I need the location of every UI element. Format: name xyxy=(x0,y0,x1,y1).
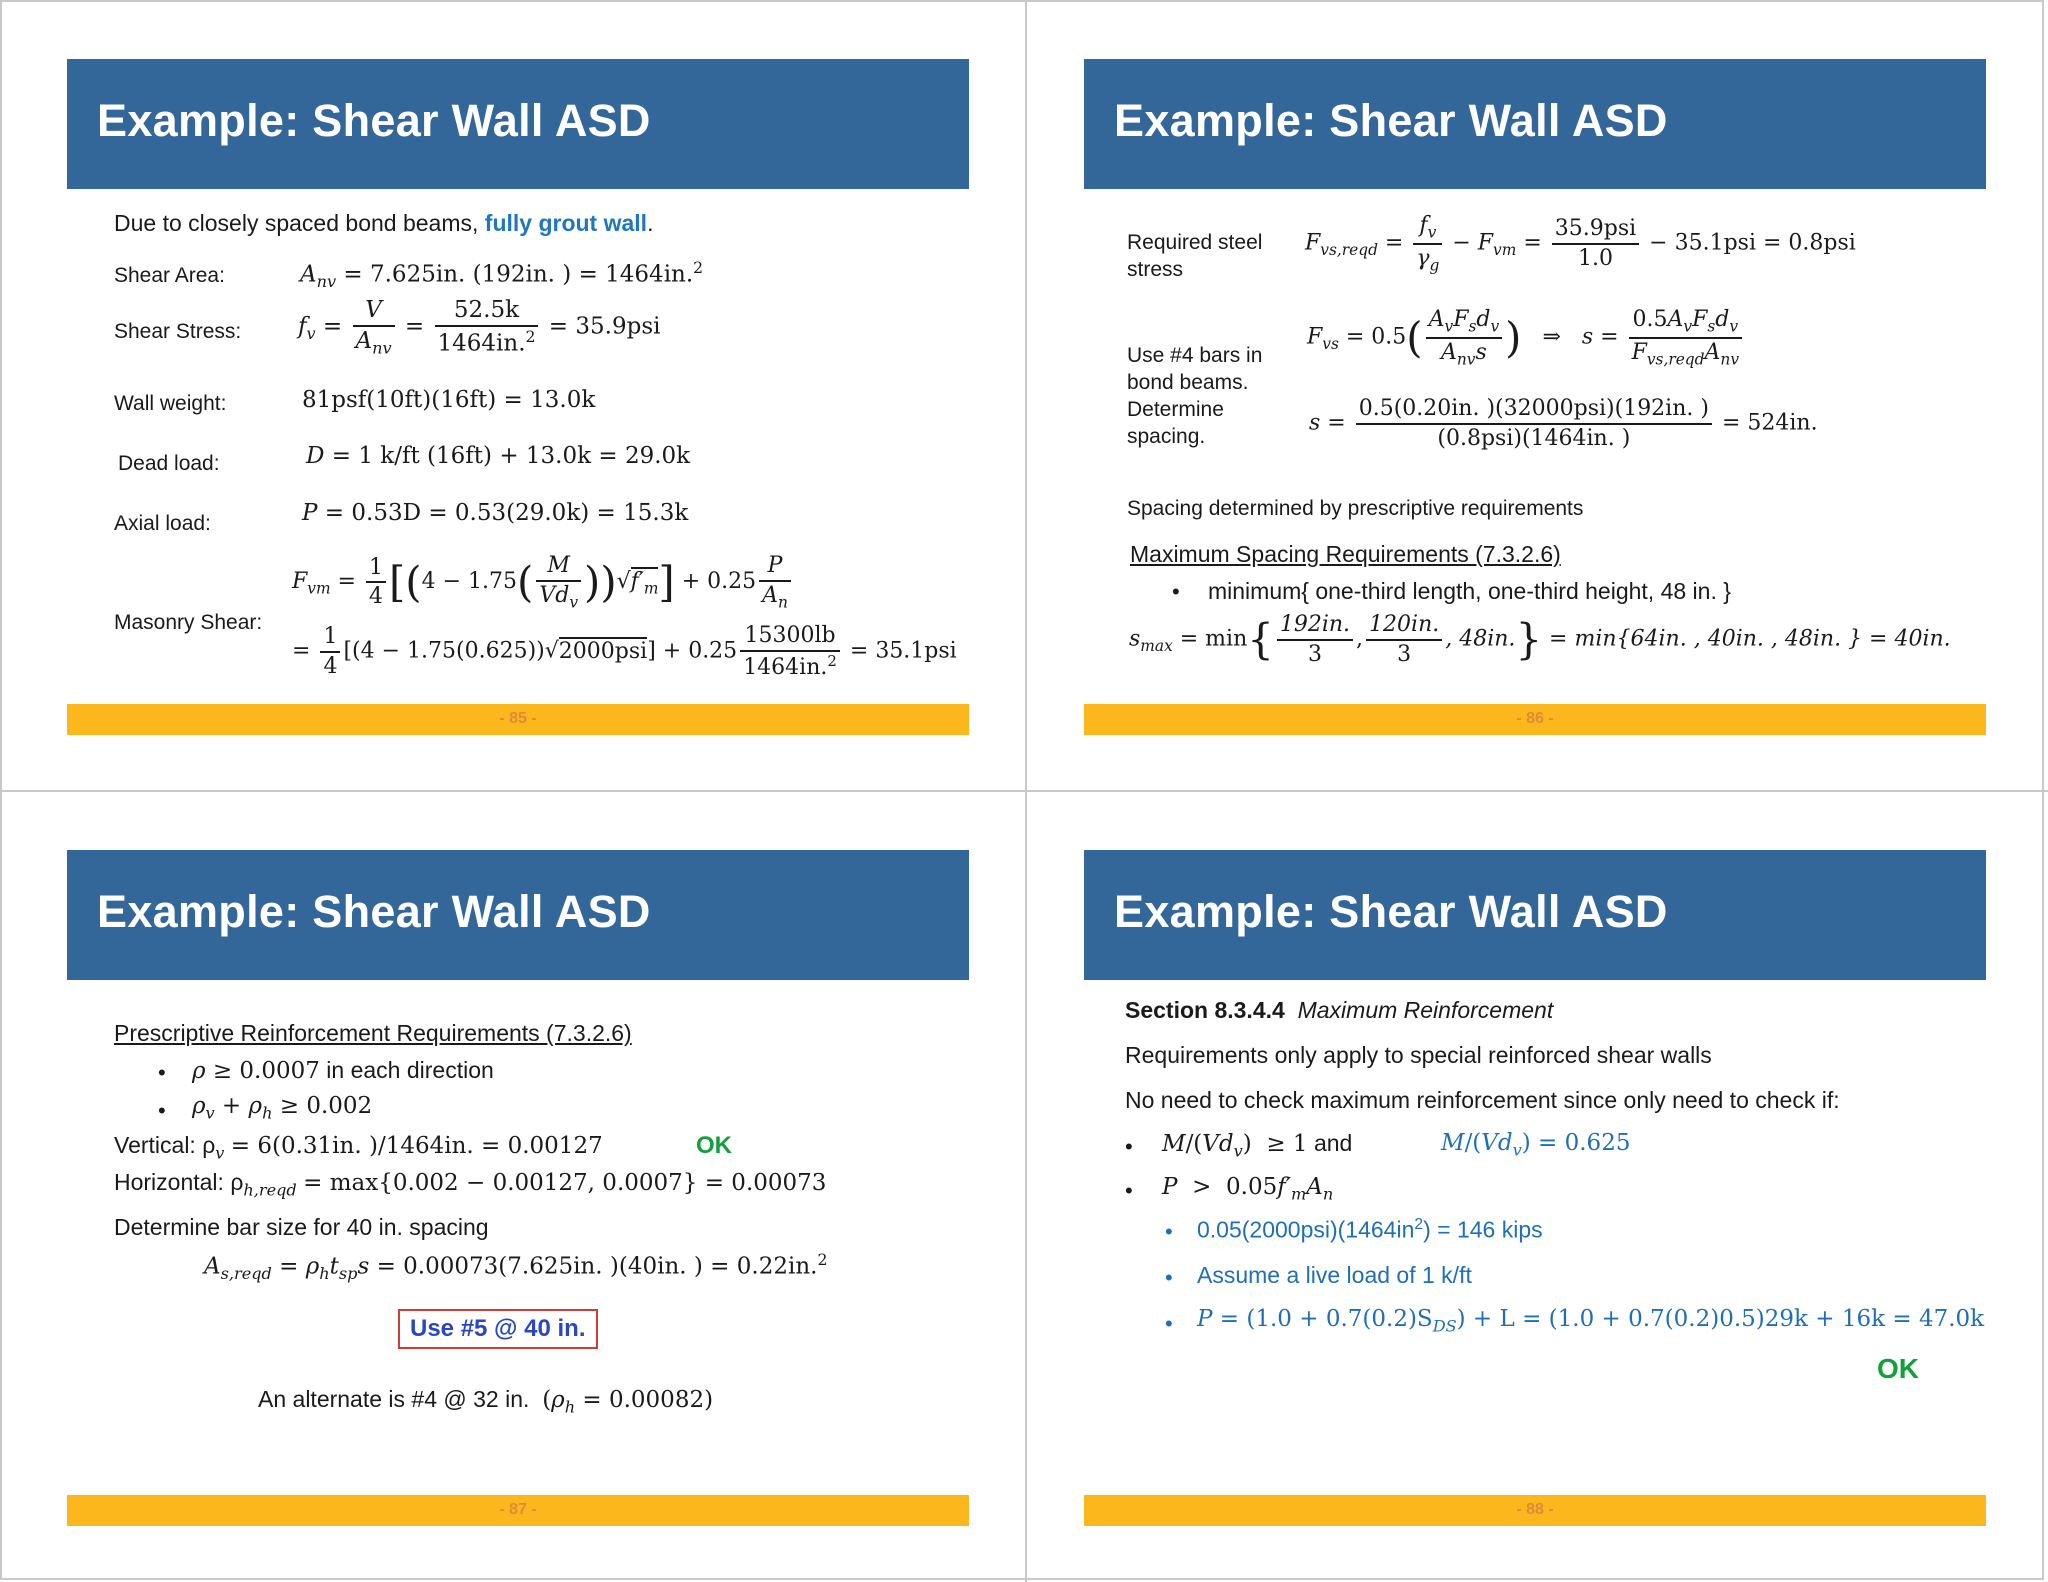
m-vd-value: $M/(Vd_v) = 0.625$ xyxy=(1441,1130,1631,1160)
bullet-dot: • xyxy=(158,1098,166,1123)
eq-dead-load: D = 1 k/ft (16ft) + 13.0k = 29.0k xyxy=(306,443,691,469)
label-shear-stress: Shear Stress: xyxy=(114,320,242,343)
final-ok: OK xyxy=(1877,1353,1919,1384)
page-number: - 87 - xyxy=(499,1501,537,1518)
page-number: - 86 - xyxy=(1516,710,1554,727)
bar-size-text: Determine bar size for 40 in. spacing xyxy=(114,1214,489,1240)
label-wall-weight: Wall weight: xyxy=(114,392,227,415)
eq-fvm-line2: = $\frac{1}{4}$ [(4 − 1.75(0.625))√2000psi] + 0.25 $\frac{15300lb}{1464in.^2}$ = 35.1psi xyxy=(292,623,957,680)
label-dead-load: Dead load: xyxy=(118,452,220,475)
bullet-dot: • xyxy=(1165,1311,1173,1336)
bullet-dot: • xyxy=(158,1060,166,1085)
bullet-m-vd: $M/(Vd_v) \ge 1$ and xyxy=(1162,1130,1353,1161)
slide-header xyxy=(67,59,969,189)
slide-header xyxy=(67,850,969,980)
slide-footer xyxy=(67,704,969,735)
eq-fvs-reqd: $F_{vs,reqd}$ = $\frac{f_v}{\gamma_g}$ − $F_{vm}$ = $\frac{\text{35.9psi}}{1.0}$ − 35.1psi = 0.8psi xyxy=(1305,213,1856,274)
no-need-line: No need to check maximum reinforcement since only need to check if: xyxy=(1125,1087,1840,1113)
sub-bullet-p-eq: $P = (1.0 + 0.7(0.2)S_{DS}) + L = (1.0 + 0.7(0.2)0.5)29k + 16k = 47.0k$ xyxy=(1197,1306,1985,1336)
slide-footer xyxy=(1084,704,1986,735)
slide-87 xyxy=(0,792,1025,1582)
prescriptive-heading: Prescriptive Reinforcement Requirements (7.3.2.6) xyxy=(114,1020,632,1046)
page-number: - 85 - xyxy=(499,710,537,727)
slide-85 xyxy=(0,0,1025,790)
label-shear-area: Shear Area: xyxy=(114,264,225,287)
eq-s-value: s = $\frac{\text{0.5(0.20in. )(32000psi)(192in. )}}{\text{(0.8psi)(1464in. )}}$ = 524in. xyxy=(1309,396,1818,451)
label-axial-load: Axial load: xyxy=(114,512,211,535)
slide-title: Example: Shear Wall ASD xyxy=(97,95,651,146)
section-heading: Section 8.3.4.4 Maximum Reinforcement xyxy=(1125,997,1554,1023)
page-number: - 88 - xyxy=(1516,1501,1554,1518)
eq-shear-area: $A_{nv} = 7.625in$. (192in. ) = 1464in.$^2$ xyxy=(300,258,704,292)
sub-bullet-146-kips: $0.05(2000psi)(1464in^2) = 146$ kips xyxy=(1197,1216,1543,1243)
intro-line: Due to closely spaced bond beams, fully grout wall. xyxy=(114,210,654,236)
eq-axial-load: P = 0.53D = 0.53(29.0k) = 15.3k xyxy=(302,500,689,526)
eq-smax: $s_{max} = \min${ $\frac{192in.}{3}$ , $\frac{120in.}{3}$ , 48in.} = min{64in. , 40in. , 48in. } = 40in. xyxy=(1129,612,1951,667)
bullet-p-check: $P > 0.05f'_mA_n$ xyxy=(1162,1174,1334,1204)
slide-divider-horizontal xyxy=(0,790,2048,792)
slide-header xyxy=(1084,850,1986,980)
sub-bullet-live-load: Assume a live load of 1 k/ft xyxy=(1197,1262,1472,1288)
slide-footer xyxy=(1084,1495,1986,1526)
max-spacing-bullet: minimum{ one-third length, one-third height, 48 in. } xyxy=(1208,578,1731,604)
eq-as-reqd: $A_{s,reqd} = \rho_ht_{sp}s = 0.00073(7.625in$. )(40in. ) = 0.22in.$^2$ xyxy=(204,1250,828,1284)
slide-88 xyxy=(1017,792,2042,1582)
slide-title: Example: Shear Wall ASD xyxy=(1114,886,1668,937)
label-masonry-shear: Masonry Shear: xyxy=(114,611,263,634)
eq-shear-stress: $f_v$ = $\frac{V}{A_{nv}}$ = $\frac{52.5k}{1464in.^2}$ = 35.9psi xyxy=(298,297,661,358)
bullet-rho-sum: $\rho_v + \rho_h \ge 0.002$ xyxy=(192,1093,373,1123)
bullet-dot: • xyxy=(1172,579,1180,604)
slide-header xyxy=(1084,59,1986,189)
bullet-rho: ρ ≥ 0.0007 in each direction xyxy=(192,1057,494,1084)
bullet-dot: • xyxy=(1125,1134,1133,1159)
alternate-line: An alternate is #4 @ 32 in. $(\rho_h = 0.00082)$ xyxy=(258,1386,714,1417)
label-required-steel: Required steel stress xyxy=(1127,231,1263,281)
max-spacing-heading: Maximum Spacing Requirements (7.3.2.6) xyxy=(1130,541,1561,567)
slide-title: Example: Shear Wall ASD xyxy=(1114,95,1668,146)
requirements-line: Requirements only apply to special reinforced shear walls xyxy=(1125,1042,1712,1068)
label-use-4-bars: Use #4 bars in bond beams. Determine spacing. xyxy=(1127,344,1263,448)
eq-fvm-line1: $F_{vm}$ = $\frac{1}{4}$ [(4 − 1.75( $\frac{M}{Vd_v}$ ))$√f'_m] + 0.25$ $\frac{P}{A_n}$ xyxy=(292,552,794,612)
eq-fvs: $F_{vs} = 0.5$( $\frac{A_vF_sd_v}{A_{nv}s}$ ) ⇒ s = $\frac{0.5A_vF_sd_v}{F_{vs,reqd}A_{nv}}$ xyxy=(1307,306,1745,369)
horizontal-line: Horizontal: $\rho_{h,reqd} = \max\{0.002 - 0.00127$, 0.0007} = 0.00073 xyxy=(114,1169,827,1200)
bullet-dot: • xyxy=(1125,1178,1133,1203)
spacing-note: Spacing determined by prescriptive requirements xyxy=(1127,497,1584,520)
bullet-dot: • xyxy=(1165,1265,1173,1290)
slide-title: Example: Shear Wall ASD xyxy=(97,886,651,937)
vertical-ok: OK xyxy=(696,1132,732,1159)
slide-86 xyxy=(1017,0,2042,790)
bullet-dot: • xyxy=(1165,1219,1173,1244)
fully-grout-highlight: fully grout wall xyxy=(484,210,648,236)
use-5-box: Use #5 @ 40 in. xyxy=(398,1309,598,1349)
slide-footer xyxy=(67,1495,969,1526)
eq-wall-weight: 81psf(10ft)(16ft) = 13.0k xyxy=(302,387,596,413)
vertical-line: Vertical: $\rho_v = 6(0.31in$. )/1464in. = 0.00127 xyxy=(114,1132,603,1163)
